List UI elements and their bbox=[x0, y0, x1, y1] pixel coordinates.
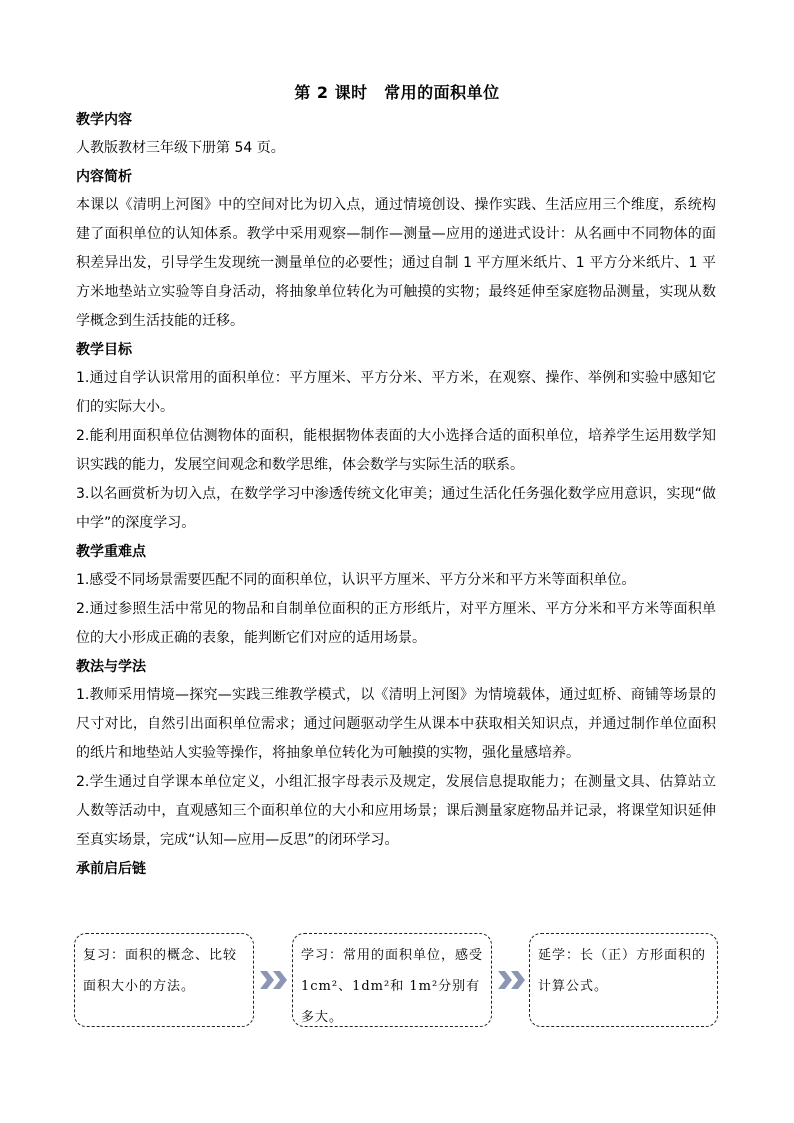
section-heading: 教法与学法 bbox=[76, 659, 146, 675]
page-title: 第 2 课时 常用的面积单位 bbox=[294, 83, 500, 102]
section-heading: 内容简析 bbox=[76, 169, 132, 185]
flow-box-extend: 延学：长（正）方形面积的计算公式。 bbox=[529, 933, 718, 1027]
section-content-analysis bbox=[76, 163, 716, 336]
section-link-chain bbox=[76, 855, 716, 883]
section-paragraph: 2.能利用面积单位估测物体的面积，能根据物体表面的大小选择合适的面积单位，培养学生运用数学知识实践的能力，发展空间观念和数学思维，体会数学与实际生活的联系。 bbox=[76, 428, 716, 473]
flow-box-review: 复习：面积的概念、比较面积大小的方法。 bbox=[74, 933, 254, 1027]
section-paragraph: 1.教师采用情境—探究—实践三维教学模式，以《清明上河图》为情境载体，通过虹桥、商铺等场景的尺寸对比，自然引出面积单位需求；通过问题驱动学生从课本中获取相关知识点，并通过制作单位面积的纸片和地垫站人实验等操作，将抽象单位转化为可触摸的实物，强化量感培养。 bbox=[76, 687, 716, 761]
section-teaching-content bbox=[76, 106, 716, 163]
section-paragraph: 1.通过自学认识常用的面积单位：平方厘米、平方分米、平方米，在观察、操作、举例和实验中感知它们的实际大小。 bbox=[76, 370, 716, 415]
section-heading: 教学内容 bbox=[76, 112, 132, 128]
document-body bbox=[76, 106, 716, 883]
section-heading: 承前启后链 bbox=[76, 861, 146, 877]
section-heading: 教学重难点 bbox=[76, 544, 146, 560]
section-paragraph: 3.以名画赏析为切入点，在数学学习中渗透传统文化审美；通过生活化任务强化数学应用意识，实现“做中学”的深度学习。 bbox=[76, 486, 716, 531]
double-chevron-right-icon bbox=[258, 969, 290, 991]
section-paragraph: 本课以《清明上河图》中的空间对比为切入点，通过情境创设、操作实践、生活应用三个维度，系统构建了面积单位的认知体系。教学中采用观察—制作—测量—应用的递进式设计：从名画中不同物体的面积差异出发，引导学生发现统一测量单位的必要性；通过自制 1 平方厘米纸片、1 平方分米纸片、1 平方米地垫站立实验等自身活动，将抽象单位转化为可触摸的实物；最终延伸至家庭物品测量，实现从数学概念到生活技能的迁移。 bbox=[76, 197, 716, 329]
section-paragraph: 人教版教材三年级下册第 54 页。 bbox=[76, 140, 285, 156]
link-chain-flow bbox=[74, 933, 718, 1029]
flow-box-learn: 学习：常用的面积单位，感受 1cm²、1dm²和 1m²分别有多大。 bbox=[292, 933, 492, 1027]
section-methods bbox=[76, 653, 716, 855]
section-paragraph: 2.学生通过自学课本单位定义，小组汇报字母表示及规定，发展信息提取能力；在测量文具、估算站立人数等活动中，直观感知三个面积单位的大小和应用场景；课后测量家庭物品并记录，将课堂知识延伸至真实场景，完成“认知—应用—反思”的闭环学习。 bbox=[76, 774, 716, 848]
double-chevron-right-icon bbox=[496, 969, 528, 991]
section-teaching-goals bbox=[76, 336, 716, 538]
section-heading: 教学目标 bbox=[76, 342, 132, 358]
section-paragraph: 1.感受不同场景需要匹配不同的面积单位，认识平方厘米、平方分米和平方米等面积单位。 bbox=[76, 572, 636, 588]
section-key-difficulties bbox=[76, 538, 716, 653]
section-paragraph: 2.通过参照生活中常见的物品和自制单位面积的正方形纸片，对平方厘米、平方分米和平方米等面积单位的大小形成正确的表象，能判断它们对应的适用场景。 bbox=[76, 601, 716, 646]
